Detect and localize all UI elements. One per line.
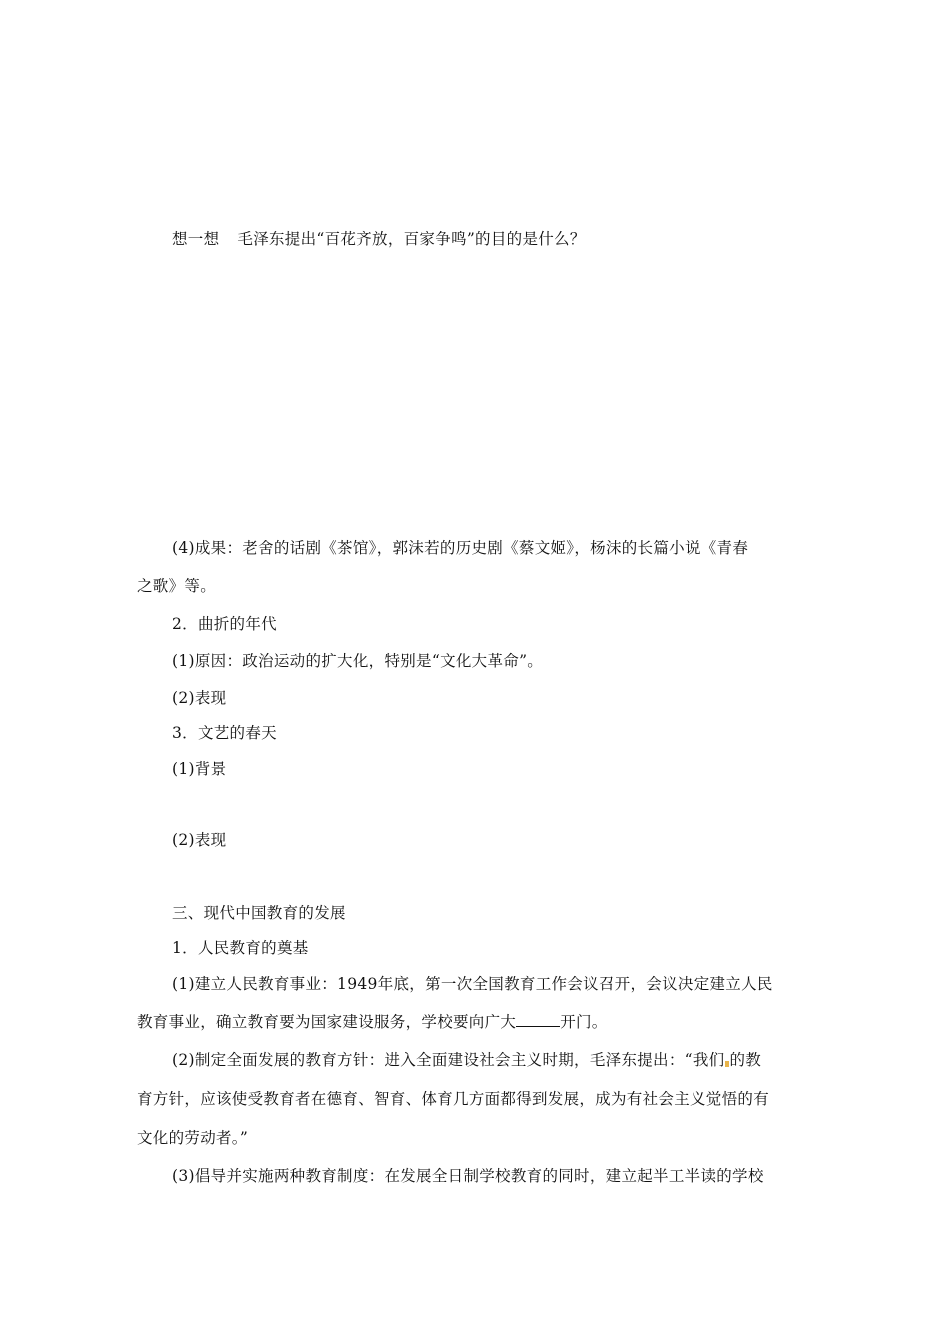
p1-line-1: (1)建立人民教育事业：1949年底，第一次全国教育工作会议召开，会议决定建立人民	[172, 975, 773, 993]
think-question-line	[172, 229, 586, 249]
p1-line-2-after: 开门。	[560, 1013, 608, 1031]
item3-background: (1)背景	[172, 760, 227, 778]
section3-heading: 三、现代中国教育的发展	[172, 904, 346, 922]
item2-reason: (1)原因：政治运动的扩大化，特别是“文化大革命”。	[172, 652, 544, 670]
p1-line-2-before: 教育事业，确立教育要为国家建设服务，学校要向广大	[137, 1013, 517, 1031]
item2-title: 2．曲折的年代	[172, 615, 277, 633]
results-line-2: 之歌》等。	[137, 577, 217, 595]
think-question: 毛泽东提出“百花齐放，百家争鸣”的目的是什么？	[237, 230, 586, 248]
item3-title: 3．文艺的春天	[172, 724, 277, 742]
item3-show: (2)表现	[172, 831, 227, 849]
results-line-1: (4)成果：老舍的话剧《茶馆》，郭沫若的历史剧《蔡文姬》，杨沫的长篇小说《青春	[172, 539, 749, 557]
p3-line-1: (3)倡导并实施两种教育制度：在发展全日制学校教育的同时，建立起半工半读的学校	[172, 1167, 764, 1185]
p2-line-3: 文化的劳动者。”	[137, 1129, 249, 1147]
p2-line-1-after: 的教	[729, 1051, 762, 1069]
p2-line-2: 育方针，应该使受教育者在德育、智育、体育几方面都得到发展，成为有社会主义觉悟的有	[137, 1090, 770, 1108]
item2-show: (2)表现	[172, 689, 227, 707]
p2-line-1-before: (2)制定全面发展的教育方针：进入全面建设社会主义时期，毛泽东提出：“我们	[172, 1051, 725, 1069]
p2-line-1	[172, 1050, 761, 1070]
p1-line-2	[137, 1012, 608, 1032]
think-label: 想一想	[172, 230, 220, 248]
section3-item1-title: 1．人民教育的奠基	[172, 939, 309, 957]
fill-in-blank[interactable]	[516, 1012, 560, 1027]
